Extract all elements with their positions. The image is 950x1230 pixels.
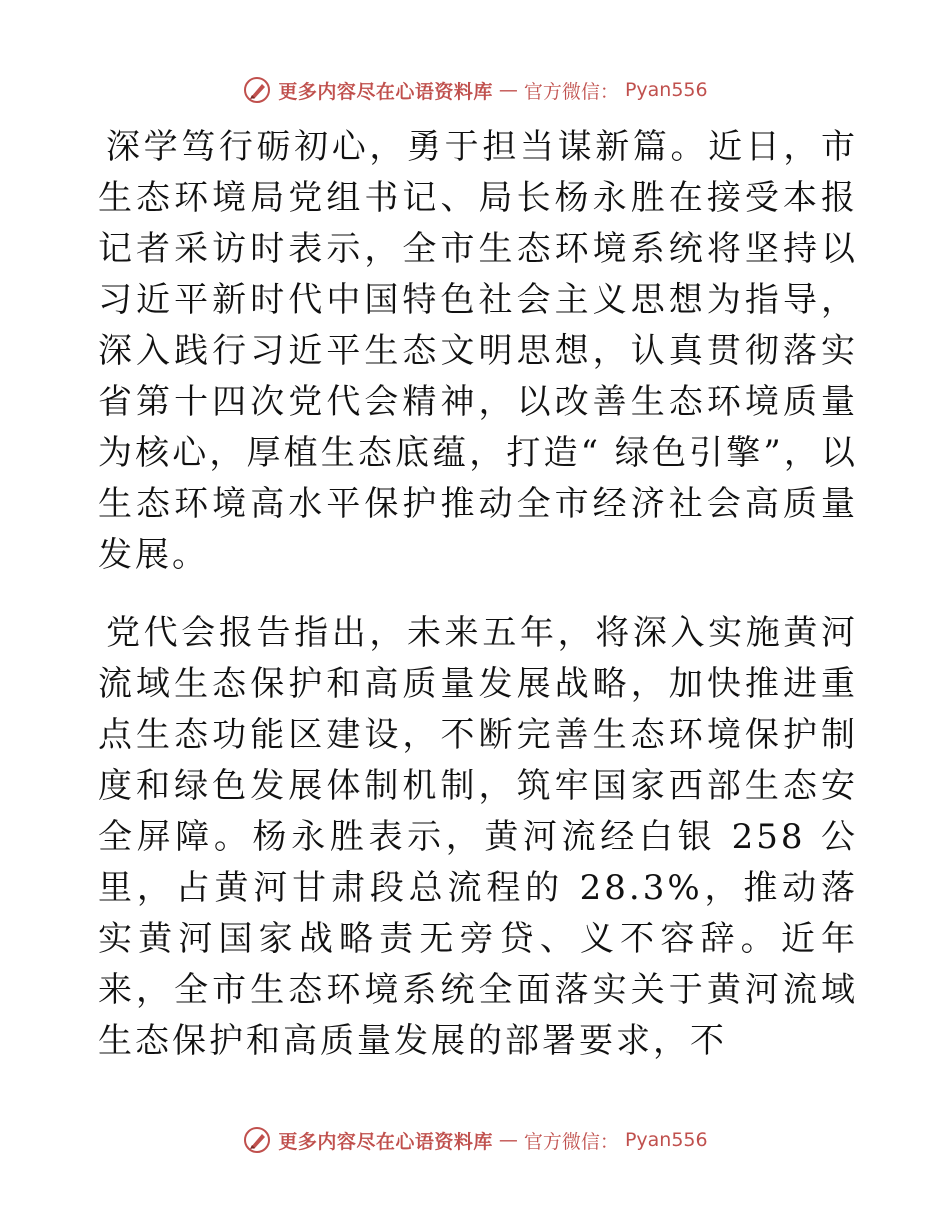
watermark-brand: 更多内容尽在心语资料库 bbox=[278, 80, 493, 103]
watermark-label: 官方微信： bbox=[523, 1130, 619, 1153]
watermark-id: Pyan556 bbox=[624, 79, 708, 101]
paragraph-2: 党代会报告指出，未来五年，将深入实施黄河流域生态保护和高质量发展战略，加快推进重点生态功能区建设，不断完善生态环境保护制度和绿色发展体制机制，筑牢国家西部生态安全屏障。杨永胜表示，黄河流经白银 258 公里，占黄河甘肃段总流程的 28.3%，推动落实黄河国家战略责无旁贷、义不容辞。近年来，全市生态环境系统全面落实关于黄河流域生态保护和高质量发展的部署要求，不 bbox=[98, 613, 858, 1061]
watermark-dash: — bbox=[498, 79, 518, 101]
watermark-brand: 更多内容尽在心语资料库 bbox=[278, 1130, 493, 1153]
pen-logo-icon bbox=[242, 1125, 272, 1155]
watermark-id: Pyan556 bbox=[624, 1129, 708, 1151]
watermark-label: 官方微信： bbox=[523, 80, 619, 103]
header-watermark bbox=[0, 70, 950, 110]
pen-logo-icon bbox=[242, 75, 272, 105]
watermark-dash: — bbox=[498, 1129, 518, 1151]
paragraph-1: 深学笃行砺初心，勇于担当谋新篇。近日，市生态环境局党组书记、局长杨永胜在接受本报记者采访时表示，全市生态环境系统将坚持以习近平新时代中国特色社会主义思想为指导，深入践行习近平生态文明思想，认真贯彻落实省第十四次党代会精神，以改善生态环境质量为核心，厚植生态底蕴，打造“ 绿色引擎”，以生态环境高水平保护推动全市经济社会高质量发展。 bbox=[98, 127, 858, 575]
article-body bbox=[98, 122, 858, 1067]
footer-watermark bbox=[0, 1120, 950, 1160]
